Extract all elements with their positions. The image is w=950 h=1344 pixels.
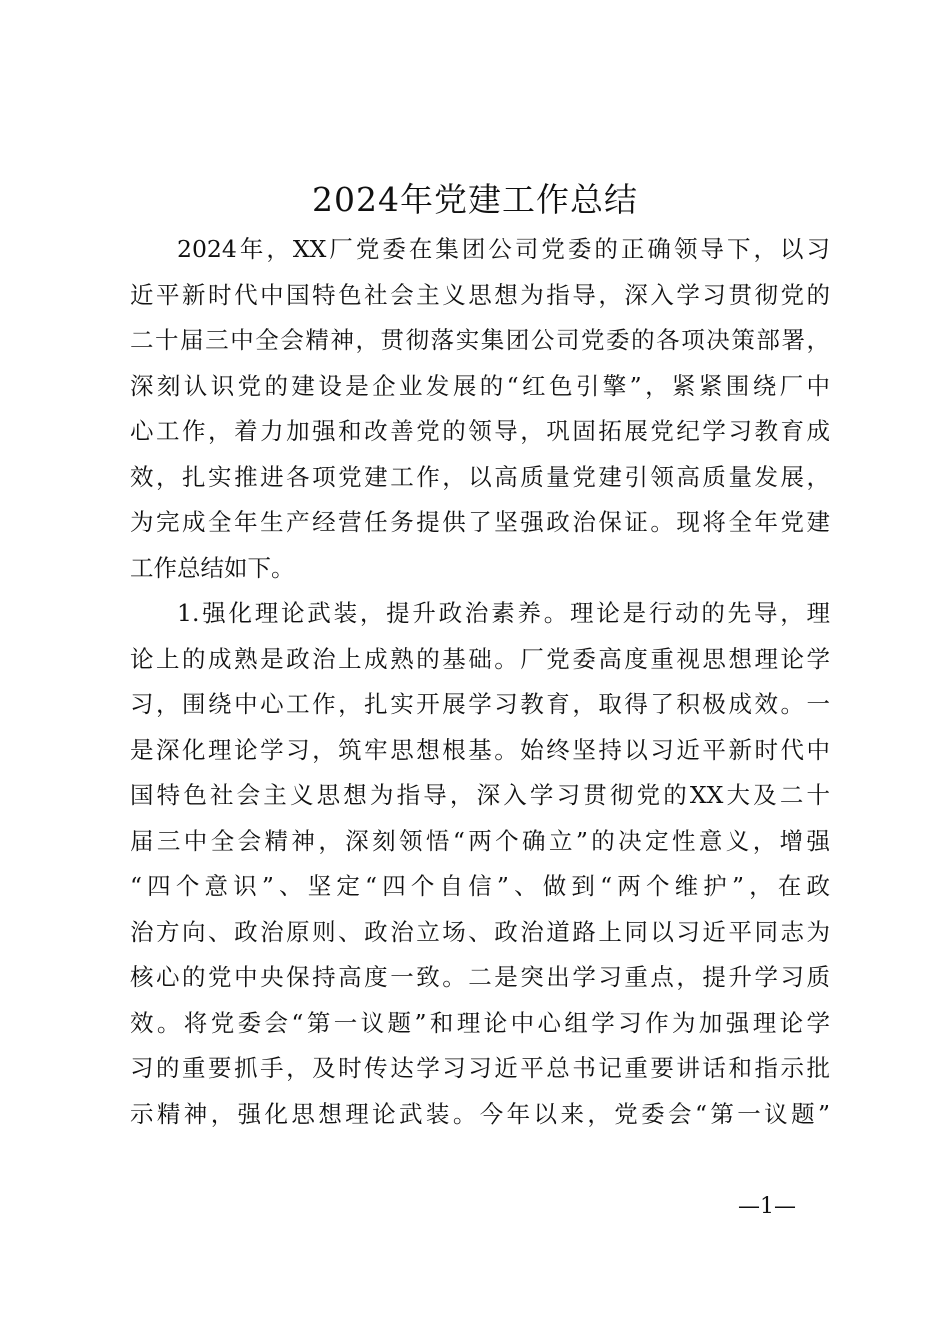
paragraph-2-line-5: 国特色社会主义思想为指导，深入学习贯彻党的XX大及二十 <box>130 781 830 809</box>
paragraph-2-line-1: 1.强化理论武装，提升政治素养。理论是行动的先导，理 <box>177 599 830 627</box>
paragraph-2-line-7: “四个意识”、坚定“四个自信”、做到“两个维护”，在政 <box>130 872 830 900</box>
paragraph-2-line-2: 论上的成熟是政治上成熟的基础。厂党委高度重视思想理论学 <box>130 644 830 673</box>
paragraph-1-line-2: 近平新时代中国特色社会主义思想为指导，深入学习贯彻党的 <box>130 280 830 309</box>
paragraph-2-line-12: 示精神，强化思想理论武装。今年以来，党委会“第一议题” <box>130 1099 830 1128</box>
paragraph-2-line-10: 效。将党委会“第一议题”和理论中心组学习作为加强理论学 <box>130 1008 830 1037</box>
paragraph-2-line-3: 习，围绕中心工作，扎实开展学习教育，取得了积极成效。一 <box>130 690 830 718</box>
paragraph-1-line-3: 二十届三中全会精神，贯彻落实集团公司党委的各项决策部署， <box>130 326 830 354</box>
paragraph-2-line-8: 治方向、政治原则、政治立场、政治道路上同以习近平同志为 <box>130 917 830 946</box>
paragraph-2-line-6: 届三中全会精神，深刻领悟“两个确立”的决定性意义，增强 <box>130 826 830 855</box>
paragraph-2-line-4: 是深化理论学习，筑牢思想根基。始终坚持以习近平新时代中 <box>130 735 830 764</box>
paragraph-2-line-9: 核心的党中央保持高度一致。二是突出学习重点，提升学习质 <box>130 963 830 991</box>
paragraph-1-line-6: 效，扎实推进各项党建工作，以高质量党建引领高质量发展， <box>130 462 830 491</box>
paragraph-2-line-11: 习的重要抓手，及时传达学习习近平总书记重要讲话和指示批 <box>130 1054 830 1082</box>
paragraph-1-line-8: 工作总结如下。 <box>130 553 295 582</box>
document-body <box>130 227 830 1137</box>
paragraph-1-line-7: 为完成全年生产经营任务提供了坚强政治保证。现将全年党建 <box>130 508 830 536</box>
paragraph-1-line-1: 2024年，XX厂党委在集团公司党委的正确领导下，以习 <box>177 235 830 263</box>
paragraph-1-line-4: 深刻认识党的建设是企业发展的“红色引擎”，紧紧围绕厂中 <box>130 371 830 400</box>
paragraph-1-line-5: 心工作，着力加强和改善党的领导，巩固拓展党纪学习教育成 <box>130 417 830 445</box>
page-number: —1— <box>738 1194 796 1219</box>
document-title: 2024年党建工作总结 <box>312 180 638 219</box>
